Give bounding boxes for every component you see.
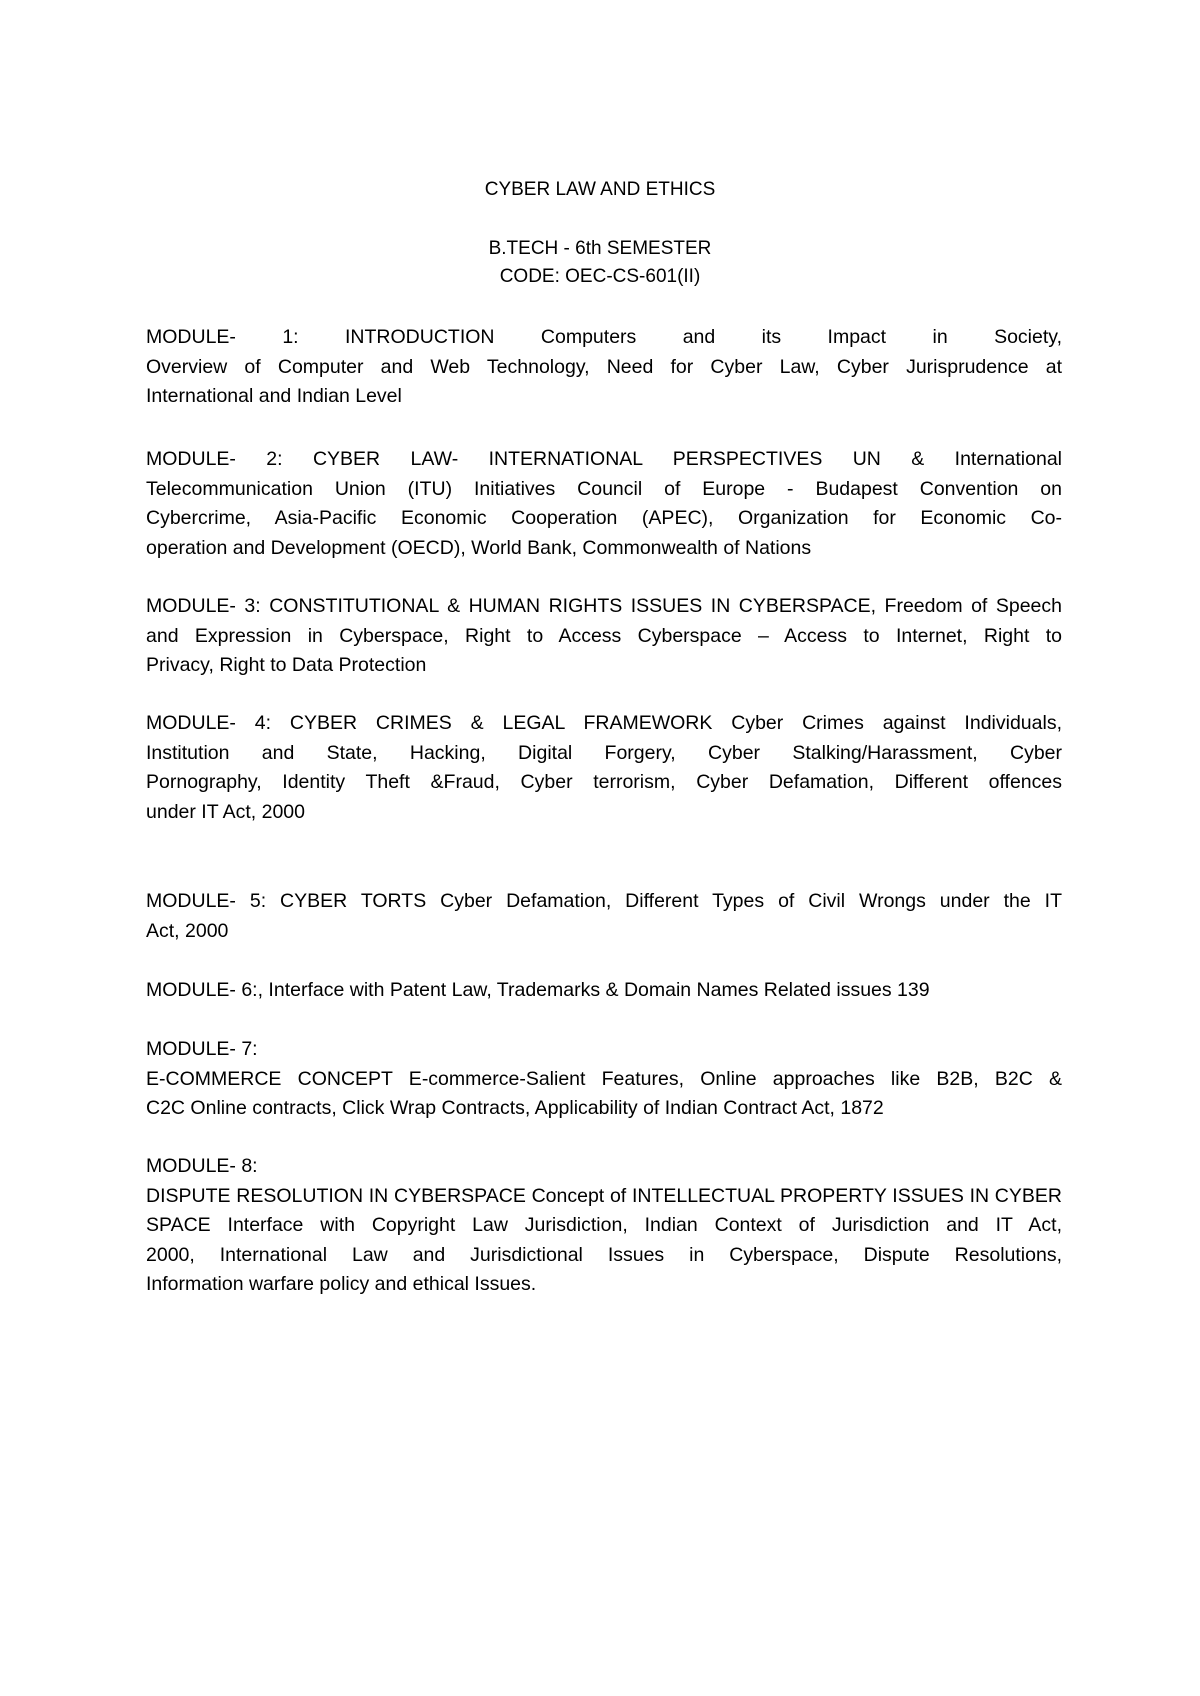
module-4 xyxy=(146,709,1062,827)
document-title: CYBER LAW AND ETHICS xyxy=(484,179,716,200)
module-8-line-2: DISPUTE RESOLUTION IN CYBERSPACE Concept of INTELLECTUAL PROPERTY ISSUES IN CYBER xyxy=(146,1184,1062,1207)
module-1-line-3: International and Indian Level xyxy=(146,385,402,408)
module-4-line-2: Institution and State, Hacking, Digital Forgery, Cyber Stalking/Harassment, Cyber xyxy=(146,741,1062,764)
module-6-line-1: MODULE- 6:, Interface with Patent Law, Trademarks & Domain Names Related issues 139 xyxy=(146,979,930,1001)
module-2-line-3: Cybercrime, Asia-Pacific Economic Cooperation (APEC), Organization for Economic Co- xyxy=(146,507,1062,530)
module-6 xyxy=(146,976,1062,1006)
module-3 xyxy=(146,592,1062,681)
module-5-line-1: MODULE- 5: CYBER TORTS Cyber Defamation, Different Types of Civil Wrongs under the IT xyxy=(146,890,1062,912)
module-3-line-3: Privacy, Right to Data Protection xyxy=(146,654,427,677)
module-8-line-3: SPACE Interface with Copyright Law Jurisdiction, Indian Context of Jurisdiction and IT Act, xyxy=(146,1214,1062,1237)
module-8-line-5: Information warfare policy and ethical Issues. xyxy=(146,1273,537,1296)
module-2 xyxy=(146,445,1062,563)
course-code: CODE: OEC-CS-601(II) xyxy=(499,266,701,287)
module-5 xyxy=(146,887,1062,946)
module-4-line-1: MODULE- 4: CYBER CRIMES & LEGAL FRAMEWORK Cyber Crimes against Individuals, xyxy=(146,712,1062,734)
module-3-line-1: MODULE- 3: CONSTITUTIONAL & HUMAN RIGHTS ISSUES IN CYBERSPACE, Freedom of Speech xyxy=(146,595,1062,617)
module-7-line-1: MODULE- 7: xyxy=(146,1038,258,1060)
module-4-line-4: under IT Act, 2000 xyxy=(146,800,305,823)
module-2-line-2: Telecommunication Union (ITU) Initiatives Council of Europe - Budapest Convention on xyxy=(146,477,1062,500)
module-4-line-3: Pornography, Identity Theft &Fraud, Cyber terrorism, Cyber Defamation, Different offences xyxy=(146,771,1062,794)
module-5-line-2: Act, 2000 xyxy=(146,919,229,942)
module-1-line-2: Overview of Computer and Web Technology, Need for Cyber Law, Cyber Jurisprudence at xyxy=(146,355,1062,378)
document-subtitle: B.TECH - 6th SEMESTER xyxy=(488,238,712,259)
module-8-line-4: 2000, International Law and Jurisdictional Issues in Cyberspace, Dispute Resolutions, xyxy=(146,1243,1062,1266)
module-8-line-1: MODULE- 8: xyxy=(146,1155,258,1177)
module-7 xyxy=(146,1035,1062,1124)
module-7-line-3: C2C Online contracts, Click Wrap Contracts, Applicability of Indian Contract Act, 1872 xyxy=(146,1097,884,1120)
module-7-line-2: E-COMMERCE CONCEPT E-commerce-Salient Features, Online approaches like B2B, B2C & xyxy=(146,1067,1062,1090)
module-2-line-1: MODULE- 2: CYBER LAW- INTERNATIONAL PERSPECTIVES UN & International xyxy=(146,448,1062,470)
module-1 xyxy=(146,323,1062,412)
module-1-line-1: MODULE- 1: INTRODUCTION Computers and its Impact in Society, xyxy=(146,326,1062,348)
module-3-line-2: and Expression in Cyberspace, Right to Access Cyberspace – Access to Internet, Right to xyxy=(146,624,1062,647)
module-2-line-4: operation and Development (OECD), World Bank, Commonwealth of Nations xyxy=(146,536,812,559)
module-8 xyxy=(146,1152,1062,1300)
